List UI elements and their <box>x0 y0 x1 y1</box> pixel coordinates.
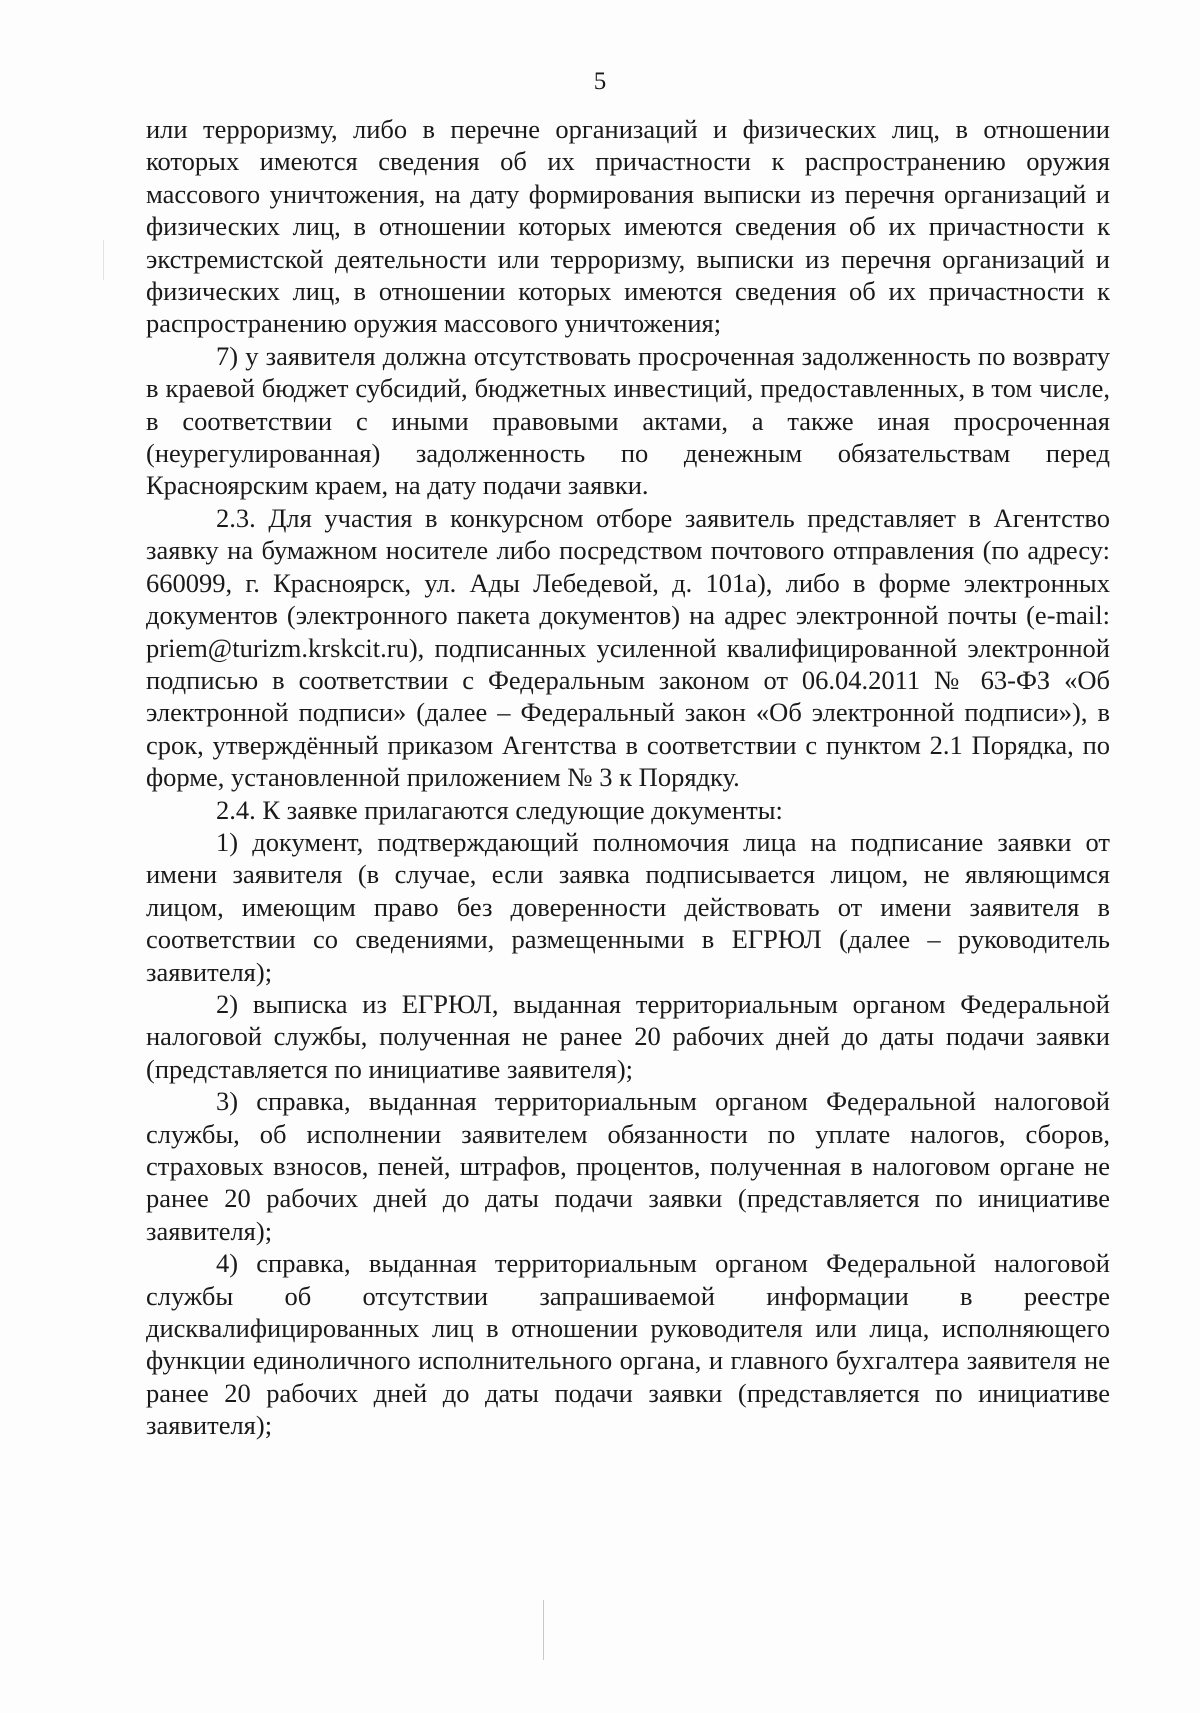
paragraph-doc-item-3: 3) справка, выданная территориальным органом Федеральной налоговой службы, об исполнении заявителем обязанности по уплате налогов, сборов, страховых взносов, пеней, штрафов, процентов, полученная в налоговом органе не ранее 20 рабочих дней до даты подачи заявки (представляется по инициативе заявителя); <box>146 1086 1110 1246</box>
document-body <box>146 113 1110 1442</box>
paragraph-2-4: 2.4. К заявке прилагаются следующие документы: <box>216 794 783 825</box>
paragraph-continuation: или терроризму, либо в перечне организаций и физических лиц, в отношении которых имеются сведения об их причастности к распространению оружия массового уничтожения, на дату формирования выписки из перечня организаций и физических лиц, в отношении которых имеются сведения об их причастности к экстремистской деятельности или терроризму, выписки из перечня организаций и физических лиц, в отношении которых имеются сведения об их причастности к распространению оружия массового уничтожения; <box>146 114 1110 339</box>
scan-artifact-line <box>103 240 104 280</box>
paragraph-doc-item-2: 2) выписка из ЕГРЮЛ, выданная территориальным органом Федеральной налоговой службы, полученная не ранее 20 рабочих дней до даты подачи заявки (представляется по инициативе заявителя); <box>146 988 1110 1084</box>
page-number: 5 <box>593 68 607 95</box>
scan-artifact-line <box>543 1600 544 1660</box>
paragraph-item-7: 7) у заявителя должна отсутствовать просроченная задолженность по возврату в краевой бюджет субсидий, бюджетных инвестиций, предоставленных, в том числе, в соответствии с иными правовыми актами, а также иная просроченная (неурегулированная) задолженность по денежным обязательствам перед Красноярским краем, на дату подачи заявки. <box>146 340 1110 501</box>
paragraph-doc-item-4: 4) справка, выданная территориальным органом Федеральной налоговой службы об отсутствии запрашиваемой информации в реестре дисквалифицированных лиц в отношении руководителя или лица, исполняющего функции единоличного исполнительного органа, и главного бухгалтера заявителя не ранее 20 рабочих дней до даты подачи заявки (представляется по инициативе заявителя); <box>146 1248 1110 1441</box>
paragraph-2-3: 2.3. Для участия в конкурсном отборе заявитель представляет в Агентство заявку на бумажном носителе либо посредством почтового отправления (по адресу: 660099, г. Красноярск, ул. Ады Лебедевой, д. 101а), либо в форме электронных документов (электронного пакета документов) на адрес электронной почты (e-mail: priem@turizm.krskcit.ru), подписанных усиленной квалифицированной электронной подписью в соответствии с Федеральным законом от 06.04.2011 № 63-ФЗ «Об электронной подписи» (далее – Федеральный закон «Об электронной подписи»), в срок, утверждённый приказом Агентства в соответствии с пунктом 2.1 Порядка, по форме, установленной приложением № 3 к Порядку. <box>146 502 1110 793</box>
paragraph-doc-item-1: 1) документ, подтверждающий полномочия лица на подписание заявки от имени заявителя (в случае, если заявка подписывается лицом, не являющимся лицом, имеющим право без доверенности действовать от имени заявителя в соответствии со сведениями, размещенными в ЕГРЮЛ (далее – руководитель заявителя); <box>146 826 1110 987</box>
